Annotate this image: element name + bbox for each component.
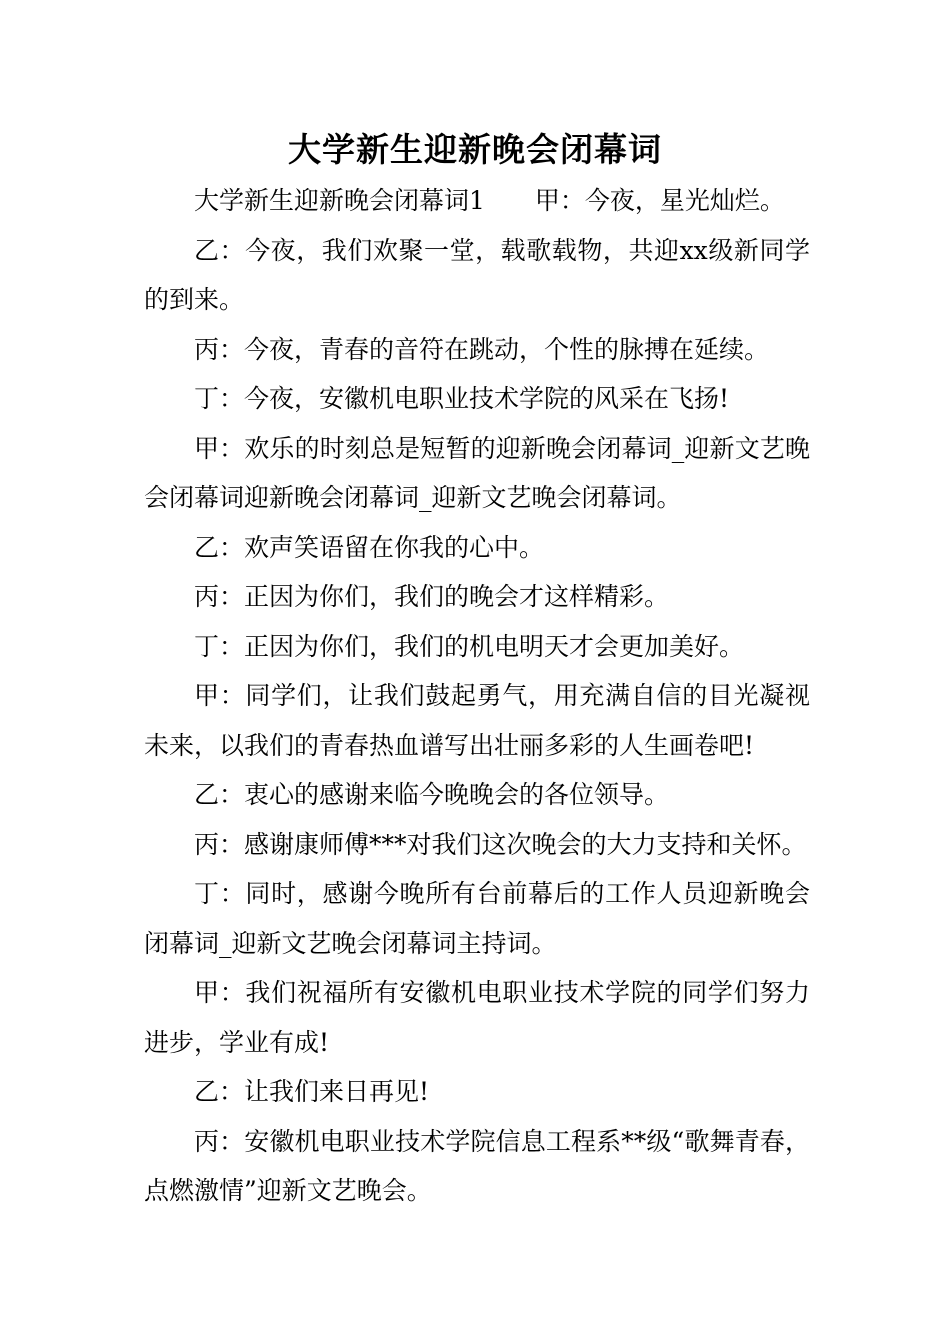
paragraph: 丙：安徽机电职业技术学院信息工程系**级“歌舞青春，点燃激情”迎新文艺晚会。 [144,1126,810,1205]
paragraph: 甲：欢乐的时刻总是短暂的迎新晚会闭幕词_迎新文艺晚会闭幕词迎新晚会闭幕词_迎新文艺晚会闭幕词。 [144,433,810,512]
paragraph: 甲：同学们，让我们鼓起勇气，用充满自信的目光凝视未来，以我们的青春热血谱写出壮丽多彩的人生画卷吧! [144,681,810,760]
paragraph: 丙：感谢康师傅***对我们这次晚会的大力支持和关怀。 [194,829,807,859]
paragraph: 甲：我们祝福所有安徽机电职业技术学院的同学们努力进步，学业有成! [144,978,810,1057]
paragraph: 乙：今夜，我们欢聚一堂，载歌载物，共迎xx级新同学的到来。 [144,235,810,314]
paragraph: 乙：衷心的感谢来临今晚晚会的各位领导。 [194,780,670,809]
paragraph: 乙：让我们来日再见! [194,1077,430,1106]
paragraph: 大学新生迎新晚会闭幕词1 甲：今夜，星光灿烂。 [194,186,785,215]
paragraph: 丙：今夜，青春的音符在跳动，个性的脉搏在延续。 [194,334,770,364]
paragraph: 丁：同时，感谢今晚所有台前幕后的工作人员迎新晚会闭幕词_迎新文艺晚会闭幕词主持词。 [144,879,810,958]
paragraph: 丙：正因为你们，我们的晚会才这样精彩。 [194,582,670,611]
paragraph: 乙：欢声笑语留在你我的心中。 [194,532,545,562]
document-body [144,176,810,1216]
paragraph: 丁：正因为你们，我们的机电明天才会更加美好。 [194,631,745,661]
document-title: 大学新生迎新晚会闭幕词 [288,130,662,169]
paragraph: 丁：今夜，安徽机电职业技术学院的风采在飞扬! [194,384,730,413]
